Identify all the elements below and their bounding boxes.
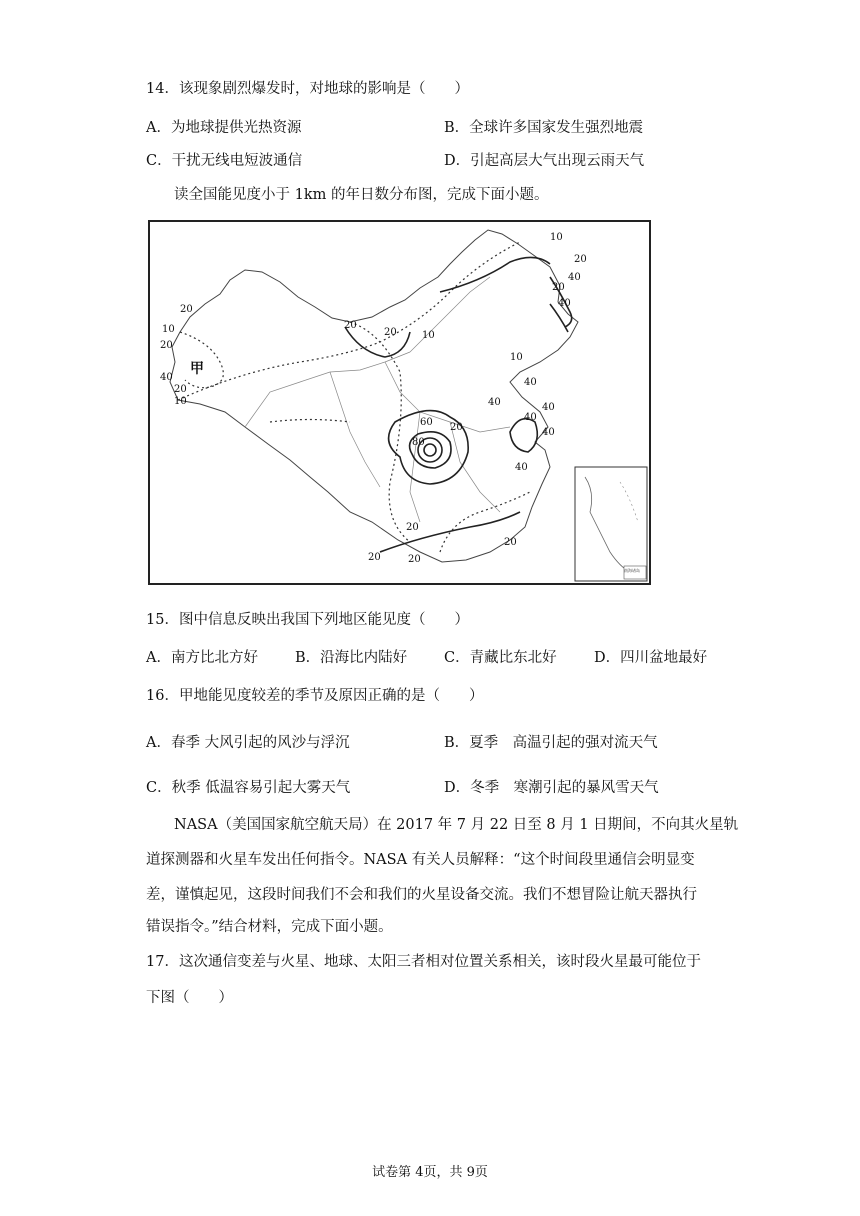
nasa-line-1: NASA（美国国家航空航天局）在 2017 年 7 月 22 日至 8 月 1 日期间，不向其火星轨 — [174, 817, 739, 833]
q16-option-d: D．冬季 寒潮引起的暴风雪天气 — [444, 780, 659, 796]
contour-label: 10 — [550, 232, 563, 243]
contour-label: 10 — [422, 330, 435, 341]
page-footer: 试卷第 4页，共 9页 — [372, 1165, 488, 1180]
q16-option-a: A．春季 大风引起的风沙与浮沉 — [146, 735, 350, 751]
contour-label: 40 — [515, 462, 528, 473]
contour-label: 40 — [542, 402, 555, 413]
q16-option-c: C．秋季 低温容易引起大雾天气 — [146, 780, 351, 796]
contour-label: 80 — [412, 437, 425, 448]
q15-option-a: A．南方比北方好 — [146, 650, 258, 666]
inset-legend: 南海诸岛 — [624, 568, 640, 573]
nasa-line-2: 道探测器和火星车发出任何指令。NASA 有关人员解释：“这个时间段里通信会明显变 — [146, 852, 695, 868]
q14-option-b: B．全球许多国家发生强烈地震 — [444, 120, 644, 136]
contour-label: 40 — [160, 372, 173, 383]
contour-label: 40 — [524, 377, 537, 388]
q16-stem: 16．甲地能见度较差的季节及原因正确的是（ ） — [146, 688, 484, 704]
contour-label: 20 — [406, 522, 419, 533]
contour-label: 10 — [510, 352, 523, 363]
contour-label: 40 — [558, 298, 571, 309]
contour-label: 10 — [174, 396, 187, 407]
q15-stem: 15．图中信息反映出我国下列地区能见度（ ） — [146, 612, 469, 628]
contour-label: 20 — [344, 320, 357, 331]
contour-label: 20 — [450, 422, 463, 433]
contour-label: 20 — [180, 304, 193, 315]
jia-label: 甲 — [190, 361, 204, 377]
q15-option-d: D．四川盆地最好 — [594, 650, 708, 666]
q15-option-b: B．沿海比内陆好 — [295, 650, 408, 666]
q17-line-2: 下图（ ） — [146, 990, 233, 1006]
contour-label: 20 — [174, 384, 187, 395]
q17-line-1: 17．这次通信变差与火星、地球、太阳三者相对位置关系相关，该时段火星最可能位于 — [146, 954, 701, 970]
q14-option-a: A．为地球提供光热资源 — [146, 120, 302, 136]
nasa-line-4: 错误指令。”结合材料，完成下面小题。 — [146, 919, 393, 935]
q14-option-c: C．干扰无线电短波通信 — [146, 153, 303, 169]
contour-label: 20 — [384, 327, 397, 338]
q15-option-c: C．青藏比东北好 — [444, 650, 557, 666]
contour-label: 40 — [568, 272, 581, 283]
nasa-line-3: 差，谨慎起见，这段时间我们不会和我们的火星设备交流。我们不想冒险让航天器执行 — [146, 887, 697, 903]
contour-label: 60 — [420, 417, 433, 428]
q16-option-b: B．夏季 高温引起的强对流天气 — [444, 735, 658, 751]
contour-label: 20 — [160, 340, 173, 351]
contour-label: 20 — [408, 554, 421, 565]
contour-label: 40 — [542, 427, 555, 438]
contour-label: 20 — [504, 537, 517, 548]
q14-option-d: D．引起高层大气出现云雨天气 — [444, 153, 645, 169]
contour-label: 10 — [162, 324, 175, 335]
q14-stem: 14．该现象剧烈爆发时，对地球的影响是（ ） — [146, 81, 469, 97]
contour-label: 20 — [552, 282, 565, 293]
contour-label: 20 — [368, 552, 381, 563]
contour-label: 40 — [488, 397, 501, 408]
contour-label: 20 — [574, 254, 587, 265]
contour-label: 40 — [524, 412, 537, 423]
map-intro: 读全国能见度小于 1km 的年日数分布图，完成下面小题。 — [174, 187, 549, 203]
visibility-map — [148, 220, 651, 585]
